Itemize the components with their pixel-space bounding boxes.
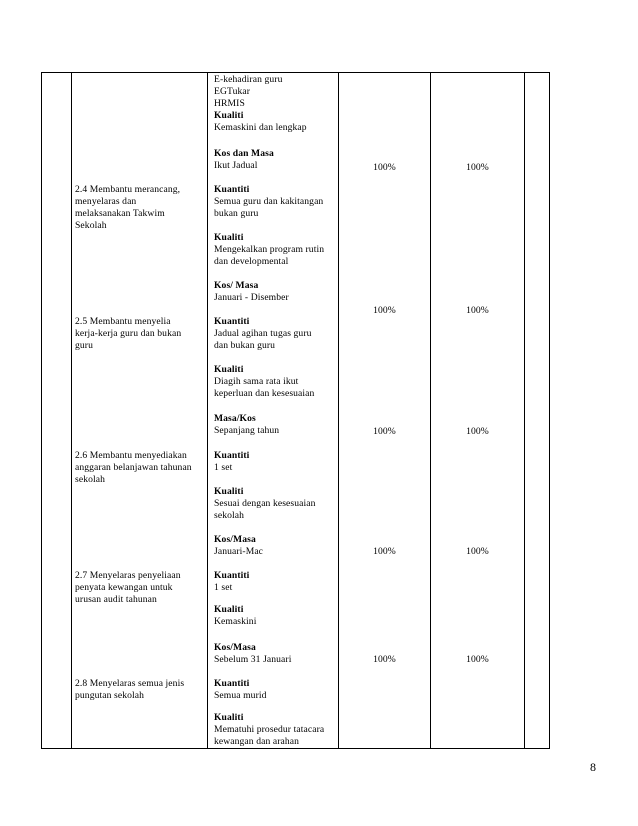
- row-activity: melaksanakan Takwim: [75, 208, 165, 219]
- row-kualiti-text: Mengekalkan program rutin: [214, 244, 325, 255]
- row-activity: urusan audit tahunan: [75, 594, 157, 605]
- row-target: 100%: [373, 162, 396, 173]
- row-masa-text: Januari - Disember: [214, 292, 289, 303]
- row-kuantiti-text: Jadual agihan tugas guru: [214, 328, 312, 339]
- row-achieved: 100%: [466, 546, 489, 557]
- row-activity: anggaran belanjawan tahunan: [75, 462, 192, 473]
- table-col-border: [524, 72, 525, 749]
- row-kualiti-text: Diagih sama rata ikut: [214, 376, 299, 387]
- row-kuantiti-label: Kuantiti: [214, 316, 250, 327]
- row-masa-text: Ikut Jadual: [214, 160, 258, 171]
- row-activity: 2.4 Membantu merancang,: [75, 184, 181, 195]
- row-masa-label: Kos/ Masa: [214, 280, 259, 291]
- row-achieved: 100%: [466, 654, 489, 665]
- row-kuantiti-label: Kuantiti: [214, 678, 250, 689]
- row-activity: 2.7 Menyelaras penyeliaan: [75, 570, 181, 581]
- row-kualiti-label: Kualiti: [214, 364, 244, 375]
- row-activity: 2.6 Membantu menyediakan: [75, 450, 187, 461]
- row-masa-text: Januari-Mac: [214, 546, 264, 557]
- row-activity: guru: [75, 340, 93, 351]
- row-masa-text: Sebelum 31 Januari: [214, 654, 292, 665]
- row-kuantiti-label: Kuantiti: [214, 184, 250, 195]
- row-activity: kerja-kerja guru dan bukan: [75, 328, 182, 339]
- row-kualiti-text: kewangan dan arahan: [214, 736, 300, 747]
- table-bottom-border: [41, 748, 550, 749]
- row-masa-text: Sepanjang tahun: [214, 425, 280, 436]
- top-kualiti-label: Kualiti: [214, 110, 244, 121]
- table-col-border: [207, 72, 208, 749]
- row-activity: 2.5 Membantu menyelia: [75, 316, 171, 327]
- row-kualiti-label: Kualiti: [214, 232, 244, 243]
- row-kualiti-label: Kualiti: [214, 712, 244, 723]
- row-target: 100%: [373, 426, 396, 437]
- row-activity: pungutan sekolah: [75, 690, 145, 701]
- row-kuantiti-text: bukan guru: [214, 208, 259, 219]
- row-activity: 2.8 Menyelaras semua jenis: [75, 678, 185, 689]
- row-masa-label: Kos/Masa: [214, 534, 256, 545]
- row-masa-label: Kos dan Masa: [214, 148, 274, 159]
- top-line: HRMIS: [214, 98, 245, 109]
- row-kuantiti-text: dan bukan guru: [214, 340, 276, 351]
- row-kualiti-text: sekolah: [214, 510, 245, 521]
- row-kuantiti-label: Kuantiti: [214, 570, 250, 581]
- table-col-border: [71, 72, 72, 749]
- row-kuantiti-text: 1 set: [214, 462, 233, 473]
- row-target: 100%: [373, 305, 396, 316]
- row-target: 100%: [373, 654, 396, 665]
- row-activity: menyelaras dan: [75, 196, 137, 207]
- row-achieved: 100%: [466, 305, 489, 316]
- top-kualiti-text: Kemaskini dan lengkap: [214, 122, 307, 133]
- page-number: 8: [590, 760, 596, 774]
- row-kuantiti-text: 1 set: [214, 582, 233, 593]
- row-activity: Sekolah: [75, 220, 107, 231]
- row-kualiti-text: keperluan dan kesesuaian: [214, 388, 315, 399]
- row-kualiti-text: Kemaskini: [214, 616, 257, 627]
- table-col-border: [549, 72, 550, 749]
- row-kuantiti-text: Semua guru dan kakitangan: [214, 196, 324, 207]
- row-target: 100%: [373, 546, 396, 557]
- top-line: EGTukar: [214, 86, 251, 97]
- row-activity: sekolah: [75, 474, 106, 485]
- row-kualiti-text: Mematuhi prosedur tatacara: [214, 724, 325, 735]
- top-line: E-kehadiran guru: [214, 74, 283, 85]
- row-kualiti-text: Sesuai dengan kesesuaian: [214, 498, 316, 509]
- row-kualiti-text: dan developmental: [214, 256, 289, 267]
- table-top-border: [41, 72, 550, 73]
- row-kuantiti-text: Semua murid: [214, 690, 267, 701]
- table-col-border: [41, 72, 42, 749]
- row-kuantiti-label: Kuantiti: [214, 450, 250, 461]
- row-kualiti-label: Kualiti: [214, 486, 244, 497]
- row-achieved: 100%: [466, 426, 489, 437]
- row-masa-label: Masa/Kos: [214, 413, 256, 424]
- row-activity: penyata kewangan untuk: [75, 582, 173, 593]
- row-masa-label: Kos/Masa: [214, 642, 256, 653]
- row-achieved: 100%: [466, 162, 489, 173]
- row-kualiti-label: Kualiti: [214, 604, 244, 615]
